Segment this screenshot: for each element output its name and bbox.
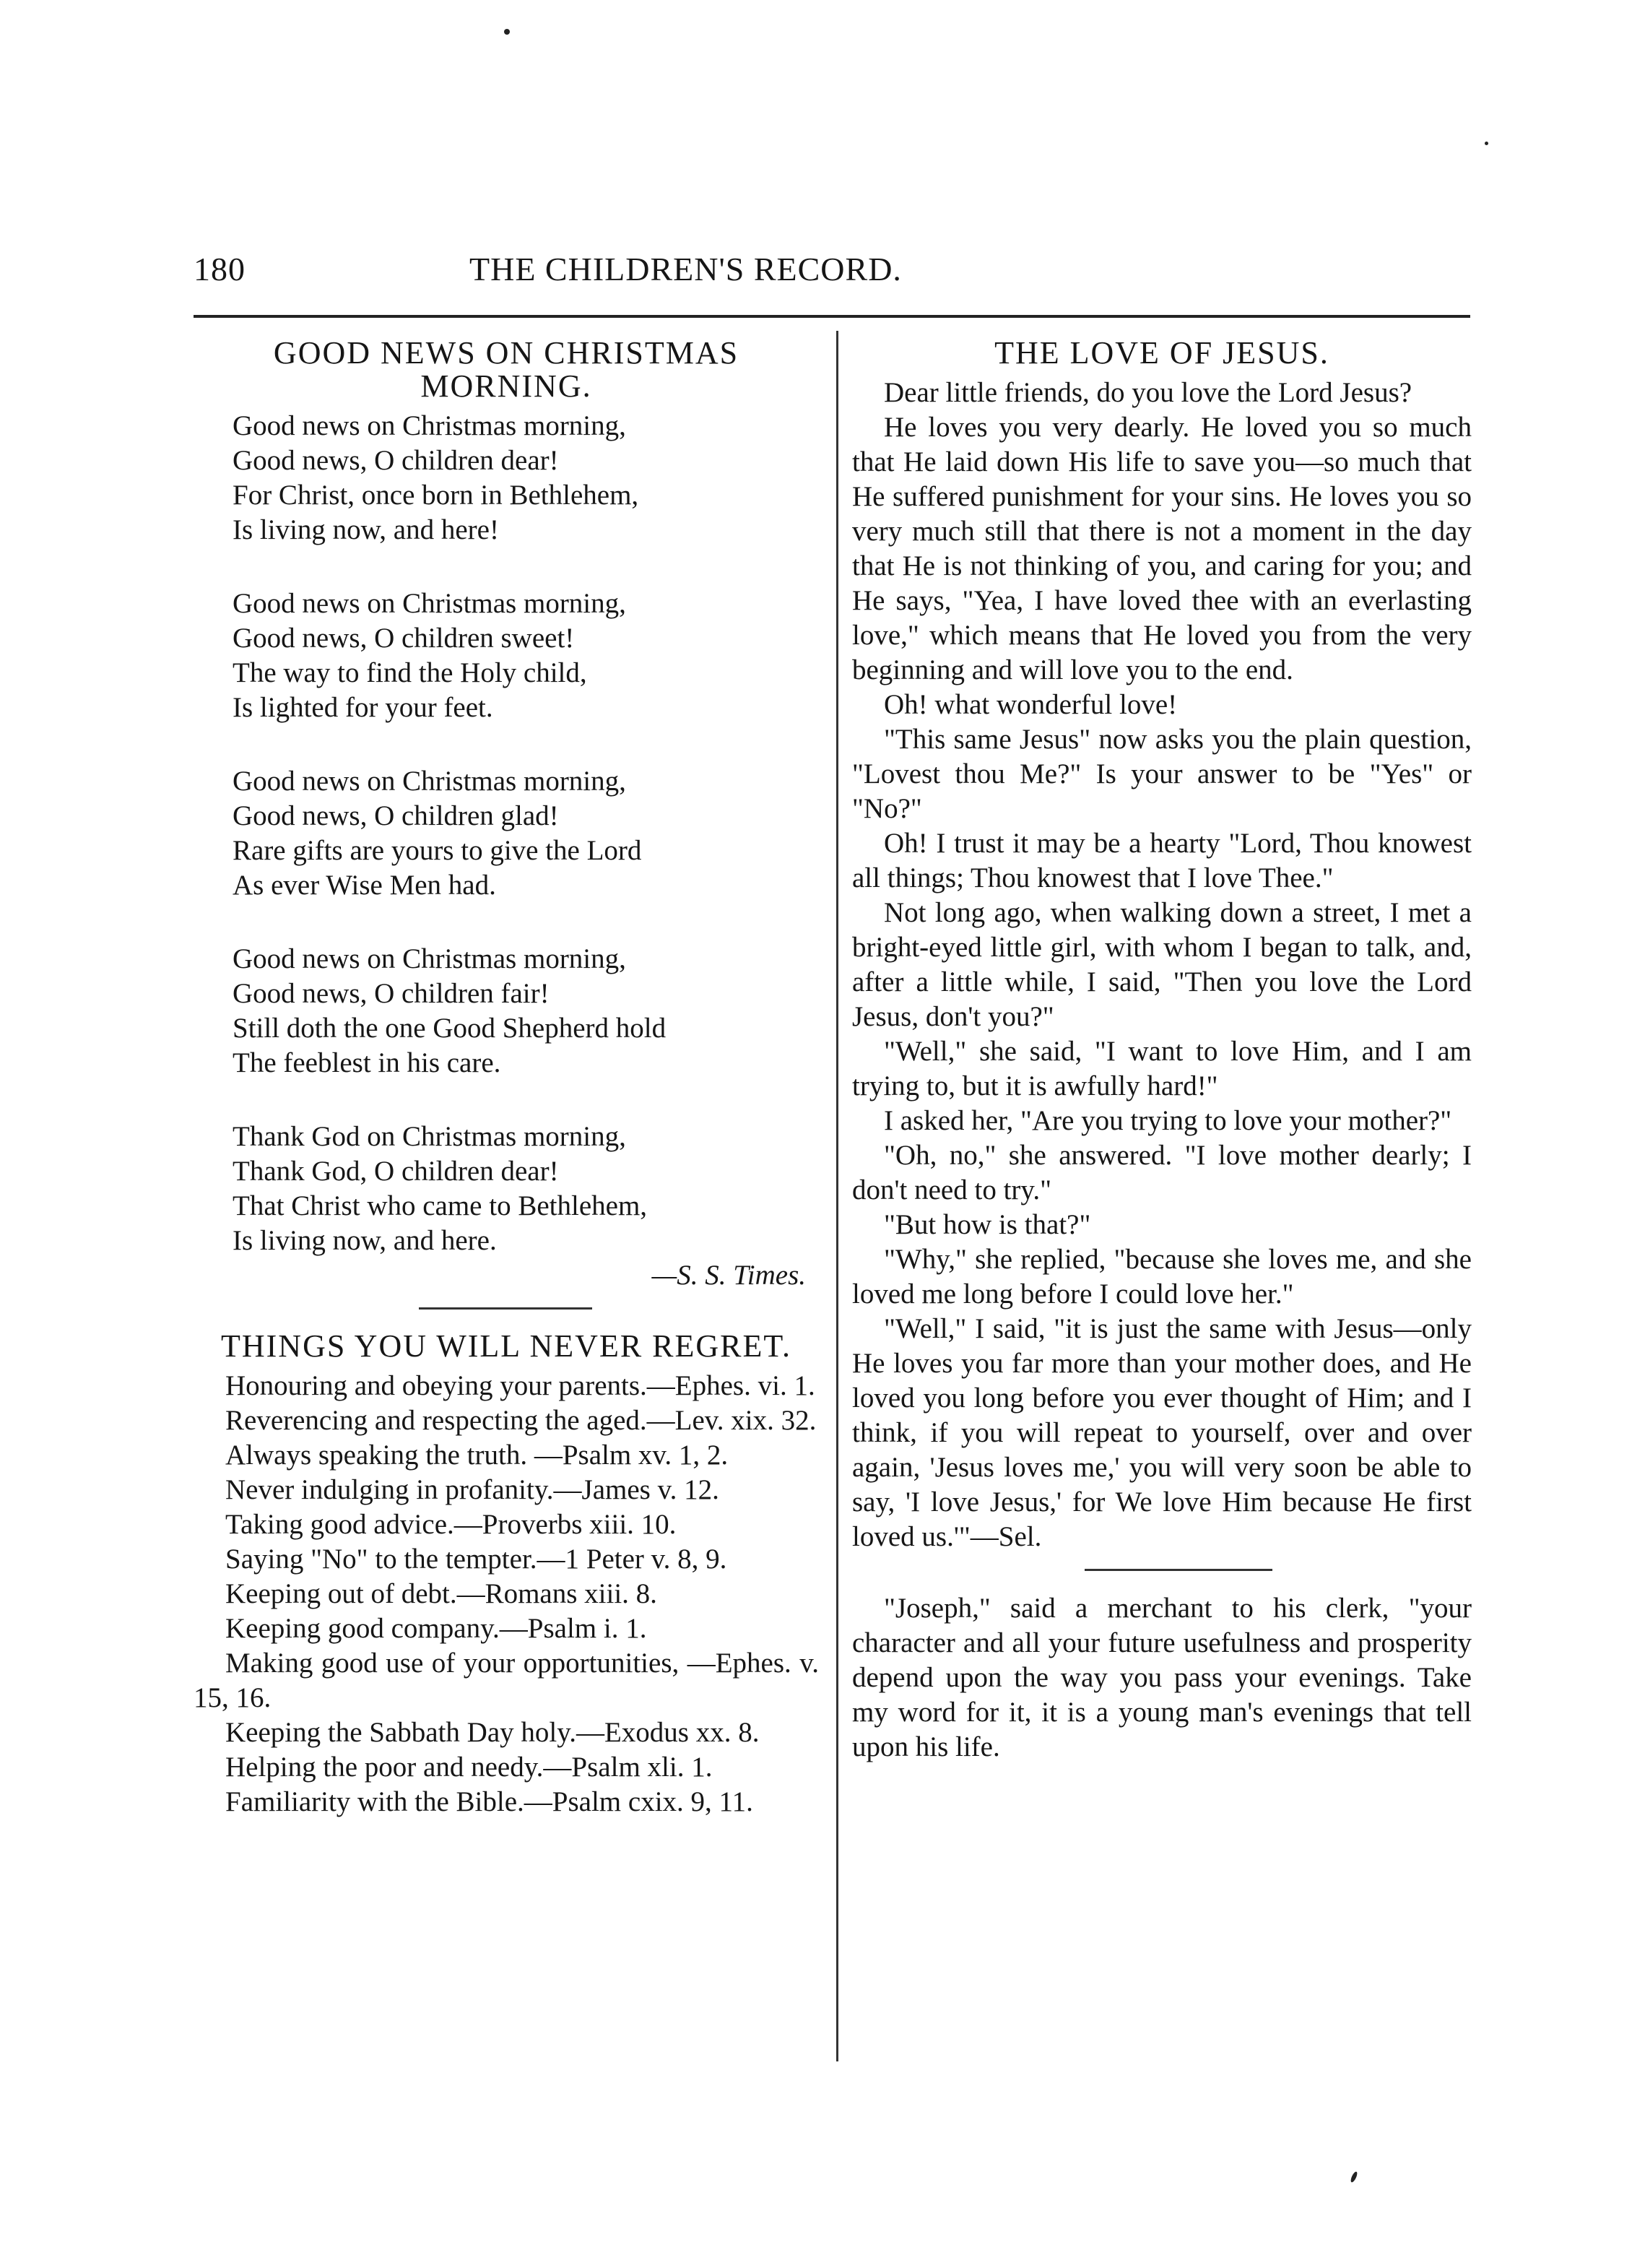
poem-stanza (233, 942, 819, 1081)
left-column (194, 337, 819, 1819)
poem-line: That Christ who came to Bethlehem, (233, 1190, 648, 1221)
regrets-article (194, 1330, 819, 1819)
section-rule (419, 1307, 592, 1310)
poem-line: Good news, O children fair! (233, 978, 550, 1009)
poem-line: Good news, O children glad! (233, 800, 559, 831)
poem-line: As ever Wise Men had. (233, 870, 496, 901)
list-item: Honouring and obeying your parents.—Ephes. vi. 1. (225, 1370, 815, 1401)
print-speck (1350, 2170, 1358, 2183)
header-rule (194, 315, 1470, 318)
paragraph: "Oh, no," she answered. "I love mother dearly; I don't need to try." (852, 1140, 1472, 1206)
print-speck (504, 29, 510, 35)
poem-line: Good news, O children sweet! (233, 623, 575, 654)
paragraph: "Well," I said, "it is just the same with Jesus—only He loves you far more than your mother does, and He loved you long before you ever thought of Him; and I think, if you will repeat to yourself, over and over again, 'Jesus loves me,' you will very soon be able to say, 'I love Jesus,' for We love Him because He first loved us.'"—Sel. (852, 1313, 1472, 1552)
paragraph: He loves you very dearly. He loved you so much that He laid down His life to save you—so much that He suffered punishment for your sins. He loves you so very much still that there is not a moment in the day that He is not thinking of you, and caring for you; and He says, "Yea, I have loved thee with an everlasting love," which means that He loved you from the very beginning and will love you to the end. (852, 412, 1472, 685)
paragraph: Dear little friends, do you love the Lord Jesus? (884, 377, 1412, 408)
poem-line: Good news on Christmas morning, (233, 588, 626, 619)
poem-stanza (233, 587, 819, 725)
paragraph: "Joseph," said a merchant to his clerk, "your character and all your future usefulness and prosperity depend upon the way you pass your evenings. Take my word for it, it is a young man's evenings that tell upon his life. (852, 1593, 1472, 1762)
poem-title: GOOD NEWS ON CHRISTMAS MORNING. (273, 335, 739, 404)
poem-line: Rare gifts are yours to give the Lord (233, 835, 642, 866)
paragraph: I asked her, "Are you trying to love your mother?" (884, 1105, 1452, 1136)
joseph-article (852, 1591, 1472, 1765)
list-item: Familiarity with the Bible.—Psalm cxix. 9, 11. (225, 1786, 753, 1817)
poem-stanza (233, 764, 819, 903)
paragraph: "Well," she said, "I want to love Him, and I am trying to, but it is awfully hard!" (852, 1036, 1472, 1101)
paragraph: Oh! what wonderful love! (884, 689, 1178, 720)
poem-body (194, 409, 819, 1258)
list-item: Keeping the Sabbath Day holy.—Exodus xx. 8. (225, 1717, 760, 1748)
list-item: Keeping out of debt.—Romans xiii. 8. (225, 1578, 657, 1609)
paragraph: Not long ago, when walking down a street, I met a bright-eyed little girl, with whom I began to talk, and, after a little while, I said, "Then you love the Lord Jesus, don't you?" (852, 897, 1472, 1032)
poem-line: Good news on Christmas morning, (233, 943, 626, 974)
column-divider (836, 331, 838, 2061)
right-column (852, 337, 1472, 1765)
love-title: THE LOVE OF JESUS. (994, 335, 1329, 371)
paragraph: "But how is that?" (884, 1209, 1091, 1240)
poem-article (194, 337, 819, 1293)
print-speck (1485, 142, 1488, 145)
poem-line: Is lighted for your feet. (233, 692, 493, 723)
page-number: 180 (194, 251, 246, 287)
list-item: Saying "No" to the tempter.—1 Peter v. 8, 9. (225, 1544, 727, 1575)
paragraph: "Why," she replied, "because she loves me, and she loved me long before I could love her." (852, 1244, 1472, 1310)
poem-line: The feeblest in his care. (233, 1047, 501, 1078)
regrets-list (194, 1369, 819, 1819)
poem-stanza (233, 409, 819, 547)
poem-line: Is living now, and here. (233, 1225, 497, 1256)
poem-attribution: —S. S. Times. (651, 1260, 806, 1291)
list-item: Never indulging in profanity.—James v. 12. (225, 1474, 719, 1505)
list-item: Making good use of your opportunities, —Ephes. v. 15, 16. (194, 1648, 819, 1713)
running-head: THE CHILDREN'S RECORD. (469, 251, 902, 287)
paragraph: Oh! I trust it may be a hearty "Lord, Thou knowest all things; Thou knowest that I love Thee." (852, 828, 1472, 893)
poem-line: The way to find the Holy child, (233, 657, 587, 688)
regrets-title: THINGS YOU WILL NEVER REGRET. (220, 1328, 791, 1364)
list-item: Keeping good company.—Psalm i. 1. (225, 1613, 647, 1644)
list-item: Reverencing and respecting the aged.—Lev. xix. 32. (225, 1405, 817, 1436)
poem-line: Good news on Christmas morning, (233, 410, 626, 441)
list-item: Helping the poor and needy.—Psalm xli. 1. (225, 1752, 713, 1783)
poem-line: Thank God on Christmas morning, (233, 1121, 626, 1152)
poem-line: For Christ, once born in Bethlehem, (233, 480, 639, 511)
poem-line: Good news on Christmas morning, (233, 766, 626, 797)
list-item: Taking good advice.—Proverbs xiii. 10. (225, 1509, 677, 1540)
poem-line: Is living now, and here! (233, 514, 499, 545)
section-rule (1085, 1569, 1272, 1571)
poem-line: Good news, O children dear! (233, 445, 559, 476)
list-item: Always speaking the truth. —Psalm xv. 1, 2. (225, 1440, 729, 1471)
love-of-jesus-article (852, 337, 1472, 1554)
poem-line: Thank God, O children dear! (233, 1156, 559, 1187)
poem-line: Still doth the one Good Shepherd hold (233, 1013, 667, 1044)
paragraph: "This same Jesus" now asks you the plain question, "Lovest thou Me?" Is your answer to be "Yes" or "No?" (852, 724, 1472, 824)
poem-stanza (233, 1120, 819, 1258)
